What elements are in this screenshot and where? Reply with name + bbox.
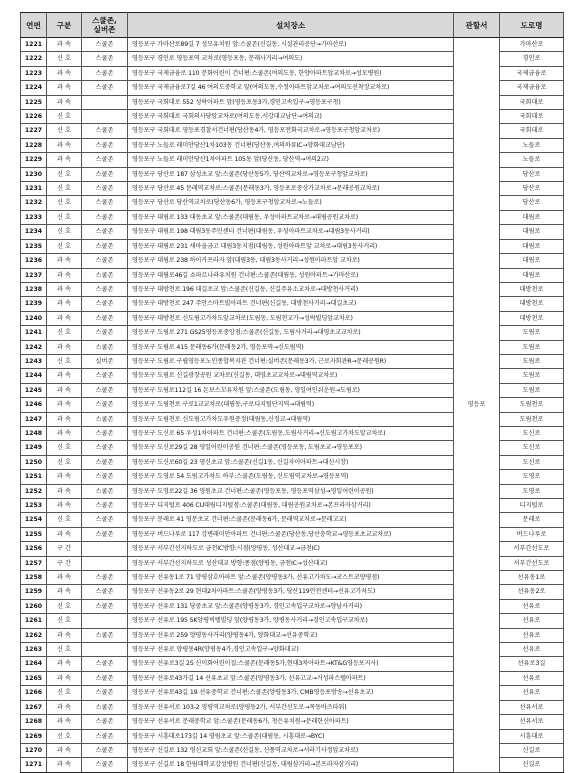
cell-road: 도신로	[500, 441, 564, 455]
cell-serial: 1251	[21, 470, 47, 484]
cell-serial: 1242	[21, 340, 47, 354]
cell-location: 영등포구 도신로29길 28 영일어린이공원 건너편:스쿨존(영등포동, 도림초교→영등포로)	[128, 441, 454, 455]
cell-serial: 1244	[21, 369, 47, 383]
cell-serial: 1226	[21, 110, 47, 124]
cell-location: 영등포구 선유로 259 양평동사거리(양평동4가, 양화대교→선유중학교)	[128, 628, 454, 642]
header-type: 구분	[47, 13, 82, 38]
cell-type: 과 속	[47, 369, 82, 383]
cell-road: 대림로	[500, 268, 564, 282]
cell-location: 영등포구 국회대로 552 성락아파트 앞(영등포동3가,경인고속입구→영등포구청)	[128, 95, 454, 109]
cell-zone: 스쿨존	[82, 571, 128, 585]
cell-road: 노들로	[500, 153, 564, 167]
cell-location: 영등포구 국회대로 영등포경찰서건너편(당산동4가, 영등포전화국교차로→영등포구청앞교차로)	[128, 124, 454, 138]
cell-location: 영등포구 선유로 195 SK양평빅텔빌딩 앞(양평동3가, 양평동사거리→경인고속입구교차로)	[128, 614, 454, 628]
cell-location: 영등포구 도림로 구립영등포노인종합복지관 건너편:실버존(문래동3가, 근로자회관R→문래공원R)	[128, 354, 454, 368]
cell-serial: 1249	[21, 441, 47, 455]
cell-zone: 스쿨존	[82, 628, 128, 642]
cell-location: 영등포구 도림천로 신도림고가차도우원중정(대림동,신정교→대림역)	[128, 412, 454, 426]
cell-location: 영등포구 도림로 415 문래동6가(문래동2가, 영등포역→신도림역)	[128, 340, 454, 354]
cell-road: 국회대로	[500, 110, 564, 124]
cell-zone: 스쿨존	[82, 585, 128, 599]
cell-type: 과 속	[47, 311, 82, 325]
cell-zone: 스쿨존	[82, 311, 128, 325]
cell-road: 국제금융로	[500, 66, 564, 80]
cell-zone: 스쿨존	[82, 758, 128, 772]
cell-road: 선유로	[500, 614, 564, 628]
cell-location: 영등포구 서부간선지하도로 금천IC방향:시점(양평동, 성산대교→금천IC)	[128, 542, 454, 556]
cell-road: 도림천로	[500, 398, 564, 412]
cell-zone: 스쿨존	[82, 66, 128, 80]
cell-road: 대림로	[500, 254, 564, 268]
cell-serial: 1247	[21, 412, 47, 426]
cell-type: 과 속	[47, 268, 82, 282]
cell-serial: 1237	[21, 268, 47, 282]
cell-road: 선유로3길	[500, 657, 564, 671]
cell-location: 영등포구 버드나루로 117 강변래미안아파트 건너편:스쿨존(당산동,당산충학교→영등포초교교차로)	[128, 527, 454, 541]
cell-type: 과 속	[47, 571, 82, 585]
cell-road: 도림로	[500, 383, 564, 397]
cell-road: 선유로	[500, 686, 564, 700]
cell-location: 영등포구 선유로3길 25 신이화어린이집:스쿨존(문래동5가,현대3차아파트→KT&G영등포지사)	[128, 657, 454, 671]
cell-serial: 1236	[21, 254, 47, 268]
cell-type: 과 속	[47, 743, 82, 757]
cell-zone: 스쿨존	[82, 527, 128, 541]
cell-type: 과 속	[47, 254, 82, 268]
cell-road: 선유로	[500, 599, 564, 613]
cell-zone: 스쿨존	[82, 412, 128, 426]
header-road: 도로명	[500, 13, 564, 38]
cell-zone	[82, 643, 128, 657]
cell-serial: 1271	[21, 758, 47, 772]
cell-location: 영등포구 선유로 양평동4R(양평동4가,경인고속입구→양화대교)	[128, 643, 454, 657]
cell-serial: 1269	[21, 729, 47, 743]
cell-road: 도영로	[500, 484, 564, 498]
cell-zone: 스쿨존	[82, 671, 128, 685]
cell-location: 영등포구 경인로 영등포역 교차로(영등포동, 문래사거리→여의도)	[128, 52, 454, 66]
cell-type: 신 호	[47, 326, 82, 340]
cell-serial: 1243	[21, 354, 47, 368]
cell-location: 영등포구 선유서로 103-2 영평역교차로(양평동2가, 서부간선도로→목동바즈타워)	[128, 700, 454, 714]
cell-zone: 스쿨존	[82, 340, 128, 354]
cell-road: 도림로	[500, 354, 564, 368]
cell-location: 영등포구 선유동2로 29 현대2차아파트:스쿨존(양평동3가, 당산119안전센터→선유고가차도)	[128, 585, 454, 599]
cell-type: 신 호	[47, 124, 82, 138]
cell-location: 영등포구 선유로43길 19 선유중학교 건너편:스쿨존(양평동3가, CMB영등포방송→선유초교)	[128, 686, 454, 700]
cell-type: 신 호	[47, 52, 82, 66]
cell-serial: 1265	[21, 671, 47, 685]
cell-serial: 1224	[21, 81, 47, 95]
cell-location: 영등포구 대방천로 247 주안스마트빌아파트 건너편(신길동, 대방천사거리→대길초교)	[128, 297, 454, 311]
cell-road: 국제금융로	[500, 81, 564, 95]
cell-road: 도신로	[500, 455, 564, 469]
cell-type: 과 속	[47, 153, 82, 167]
header-office: 관할서	[454, 13, 500, 38]
cell-serial: 1232	[21, 196, 47, 210]
cell-type: 구 간	[47, 542, 82, 556]
cell-serial: 1221	[21, 38, 47, 52]
cell-location: 영등포구 대림로46길 쇼파르나라유치원 건너편:스쿨존(대림동, 성원아파트→가마산로)	[128, 268, 454, 282]
cell-road: 대방천로	[500, 297, 564, 311]
cell-serial: 1261	[21, 614, 47, 628]
cell-serial: 1246	[21, 398, 47, 412]
cell-type: 과 속	[47, 398, 82, 412]
cell-type: 과 속	[47, 412, 82, 426]
cell-serial: 1245	[21, 383, 47, 397]
cell-road: 당산로	[500, 182, 564, 196]
cell-road: 도림로	[500, 340, 564, 354]
cell-location: 영등포구 도림천로 구로1교교차로(대림동,구로디지털단지역→대림역)	[128, 398, 454, 412]
cell-type: 신 호	[47, 196, 82, 210]
cell-zone: 스쿨존	[82, 743, 128, 757]
cell-type: 신 호	[47, 513, 82, 527]
cell-road: 국회대로	[500, 95, 564, 109]
cell-type: 과 속	[47, 700, 82, 714]
cell-road: 문래로	[500, 513, 564, 527]
cell-type: 신 호	[47, 643, 82, 657]
cell-zone: 실버존	[82, 354, 128, 368]
cell-zone: 스쿨존	[82, 455, 128, 469]
cell-zone: 스쿨존	[82, 297, 128, 311]
cell-road: 도영로	[500, 470, 564, 484]
cell-type: 신 호	[47, 210, 82, 224]
cell-zone: 스쿨존	[82, 254, 128, 268]
cell-zone: 스쿨존	[82, 513, 128, 527]
cell-location: 영등포구 도영로 54 도림고가차도 하부:스쿨존(도림동, 신도림역교차로→영등포역)	[128, 470, 454, 484]
cell-serial: 1257	[21, 556, 47, 570]
cell-location: 영등포구 당산로 187 삼성초교 앞:스쿨존(당산동5가, 당산역교차로→영등포구청앞교차로)	[128, 167, 454, 181]
cell-zone: 스쿨존	[82, 484, 128, 498]
cell-zone: 스쿨존	[82, 52, 128, 66]
cell-zone: 스쿨존	[82, 326, 128, 340]
cell-serial: 1266	[21, 686, 47, 700]
cell-type: 과 속	[47, 657, 82, 671]
cell-serial: 1254	[21, 513, 47, 527]
cell-road: 서부간선도로	[500, 556, 564, 570]
cell-road: 가마산로	[500, 38, 564, 52]
cell-road: 대림로	[500, 210, 564, 224]
cell-zone: 스쿨존	[82, 426, 128, 440]
cell-location: 영등포구 도신로60길 23 영신초교 앞:스쿨존(신길1동, 신길자이아파트→대신시장)	[128, 455, 454, 469]
cell-location: 영등포구 당산로 45 문래역교차로:스쿨존(문래동3가, 영등포로중상가교차로→문래공원교차로)	[128, 182, 454, 196]
cell-location: 영등포구 도영로22길 36 영원초교 건너편:스쿨존(영등포동, 영등포역삼성→영일어린이공원)	[128, 484, 454, 498]
cell-road: 노들로	[500, 138, 564, 152]
cell-road: 대림로	[500, 225, 564, 239]
cell-zone: 스쿨존	[82, 441, 128, 455]
enforcement-camera-table	[20, 12, 564, 773]
cell-location: 영등포구 대림로 238 하이카프라자 앞(대림3동, 대림3동사거리→성원아파트앞 교차로)	[128, 254, 454, 268]
cell-road: 신길로	[500, 743, 564, 757]
cell-road: 도림로	[500, 326, 564, 340]
cell-road: 국회대로	[500, 124, 564, 138]
cell-road: 서부간선도로	[500, 542, 564, 556]
cell-type: 신 호	[47, 167, 82, 181]
cell-location: 영등포구 신길로 132 영신교회 앞:스쿨존(신길동, 신풍역교차로→서라기사정앞교차로)	[128, 743, 454, 757]
cell-zone: 스쿨존	[82, 81, 128, 95]
cell-location: 영등포구 가마산로89길 7 성모유치원 앞:스쿨존(신길동, 시설관리공단→가마산로)	[128, 38, 454, 52]
cell-type: 과 속	[47, 671, 82, 685]
cell-serial: 1222	[21, 52, 47, 66]
cell-serial: 1252	[21, 484, 47, 498]
cell-type: 과 속	[47, 340, 82, 354]
cell-serial: 1227	[21, 124, 47, 138]
cell-serial: 1260	[21, 599, 47, 613]
cell-location: 영등포구 신길로 18 한림대학교강성병원 건너편(신길동, 대림삼거리→본프라자삼거리)	[128, 758, 454, 772]
cell-road: 디지털로	[500, 499, 564, 513]
cell-serial: 1223	[21, 66, 47, 80]
cell-location: 영등포구 도신로 65 우성1차아파트 건너편:스쿨존(도림동,도림사거리→신도림고가차도앞교차로)	[128, 426, 454, 440]
cell-location: 영등포구 당산로 당산역교차로(당산동6가, 영등포구청앞교차로→노들로)	[128, 196, 454, 210]
cell-road: 선유동2로	[500, 585, 564, 599]
cell-road: 선유로	[500, 671, 564, 685]
cell-road: 대방천로	[500, 311, 564, 325]
cell-serial: 1230	[21, 167, 47, 181]
cell-location: 영등포구 대방천로 196 대길초교 앞:스쿨존(신길동, 신길주유소교차로→대방천사거리)	[128, 282, 454, 296]
cell-zone: 스쿨존	[82, 225, 128, 239]
header-zone: 스쿨존, 실버존	[82, 13, 128, 38]
cell-type: 과 속	[47, 297, 82, 311]
cell-location: 영등포구 대림로 231 새마을금고 대림3동지점(대림동, 성원아파트앞 교차로→대림3동사거리)	[128, 239, 454, 253]
cell-serial: 1263	[21, 643, 47, 657]
cell-zone: 스쿨존	[82, 239, 128, 253]
cell-type: 과 속	[47, 758, 82, 772]
cell-type: 신 호	[47, 225, 82, 239]
cell-type: 신 호	[47, 441, 82, 455]
cell-zone: 스쿨존	[82, 729, 128, 743]
cell-road: 선유로	[500, 628, 564, 642]
cell-type: 신 호	[47, 455, 82, 469]
cell-type: 과 속	[47, 527, 82, 541]
cell-serial: 1238	[21, 282, 47, 296]
cell-type: 구 간	[47, 556, 82, 570]
cell-zone: 스쿨존	[82, 196, 128, 210]
cell-zone: 스쿨존	[82, 686, 128, 700]
cell-type: 신 호	[47, 729, 82, 743]
cell-road: 버드나루로	[500, 527, 564, 541]
cell-serial: 1241	[21, 326, 47, 340]
cell-location: 영등포구 도림로 신길광장공원 교차로(신길동, 대영초교교차로→대림역교차로)	[128, 369, 454, 383]
cell-serial: 1270	[21, 743, 47, 757]
cell-location: 영등포구 노들로 래미안당산1차아파트 105동 앞(당산동, 당산역→여의2교)	[128, 153, 454, 167]
cell-location: 영등포구 선유동1로 71 양평삼호아파트 앞:스쿨존(양평동3가, 선유고가차도→코스트코양평점)	[128, 571, 454, 585]
cell-zone: 스쿨존	[82, 282, 128, 296]
cell-zone: 스쿨존	[82, 38, 128, 52]
cell-road: 선유로	[500, 643, 564, 657]
cell-zone: 스쿨존	[82, 398, 128, 412]
cell-type: 과 속	[47, 95, 82, 109]
cell-type: 신 호	[47, 110, 82, 124]
cell-office: 영등포	[454, 38, 500, 773]
cell-zone: 스쿨존	[82, 210, 128, 224]
cell-road: 도신로	[500, 426, 564, 440]
cell-zone: 스쿨존	[82, 599, 128, 613]
cell-serial: 1267	[21, 700, 47, 714]
cell-type: 신 호	[47, 599, 82, 613]
cell-type: 신 호	[47, 614, 82, 628]
cell-serial: 1264	[21, 657, 47, 671]
cell-zone: 스쿨존	[82, 657, 128, 671]
cell-zone	[82, 110, 128, 124]
cell-type: 과 속	[47, 38, 82, 52]
cell-serial: 1248	[21, 426, 47, 440]
cell-type: 과 속	[47, 499, 82, 513]
cell-location: 영등포구 국제금융로7길 46 여의도중학교 앞(여의도동,수정아파트앞교차로→여의도선착장교차로)	[128, 81, 454, 95]
cell-type: 신 호	[47, 239, 82, 253]
cell-location: 영등포구 국회대로 국회의사당앞교차로(여의도동,서강대교남단→여의교)	[128, 110, 454, 124]
cell-zone: 스쿨존	[82, 700, 128, 714]
cell-type: 신 호	[47, 182, 82, 196]
cell-serial: 1250	[21, 455, 47, 469]
cell-location: 영등포구 도림로112길 16 돈보스꼬유치원 앞:스쿨존(도림동, 영일여인쉬운원→도림로)	[128, 383, 454, 397]
cell-location: 영등포구 국제금융로 110 문화어린이 건너편:스쿨존(여의도동, 한양아파트앞교차로→성모병원)	[128, 66, 454, 80]
cell-serial: 1259	[21, 585, 47, 599]
cell-road: 시흥대로	[500, 729, 564, 743]
cell-type: 과 속	[47, 81, 82, 95]
header-serial: 연번	[21, 13, 47, 38]
cell-serial: 1255	[21, 527, 47, 541]
cell-type: 과 속	[47, 383, 82, 397]
cell-zone	[82, 614, 128, 628]
cell-zone: 스쿨존	[82, 182, 128, 196]
cell-road: 신길로	[500, 758, 564, 772]
cell-location: 영등포구 대림로 198 대림3동주민센터 건너편(대림동, 우성아파트교차로→대림3동사거리)	[128, 225, 454, 239]
cell-type: 과 속	[47, 628, 82, 642]
cell-location: 영등포구 문래로 41 영문초교 건너편:스쿨존(문래동6가, 문래역교차로→문래고교)	[128, 513, 454, 527]
cell-zone: 스쿨존	[82, 470, 128, 484]
cell-serial: 1262	[21, 628, 47, 642]
table-header-row	[21, 13, 564, 38]
cell-road: 대림로	[500, 239, 564, 253]
cell-location: 영등포구 노들로 래미안당산1차103동 건너편(당산동,여의하류IC→양화대교남단)	[128, 138, 454, 152]
cell-zone: 스쿨존	[82, 153, 128, 167]
cell-location: 영등포구 서부간선지하도로 성산대교 방향:종점(양평동, 금천IC→성산대교)	[128, 556, 454, 570]
cell-location: 영등포구 선유서로 문래중학교 앞:스쿨존(문래동6가, 청은유치원→문래한신아파트)	[128, 715, 454, 729]
cell-type: 과 속	[47, 470, 82, 484]
cell-road: 대방천로	[500, 282, 564, 296]
cell-location: 영등포구 디지털로 406 CU대림디지털점:스쿨존(대림동, 대림공원교차로→본프라자삼거리)	[128, 499, 454, 513]
cell-zone: 스쿨존	[82, 167, 128, 181]
cell-zone	[82, 542, 128, 556]
cell-type: 과 속	[47, 426, 82, 440]
cell-road: 도림천로	[500, 412, 564, 426]
cell-serial: 1256	[21, 542, 47, 556]
cell-zone: 스쿨존	[82, 138, 128, 152]
cell-zone	[82, 95, 128, 109]
cell-zone	[82, 556, 128, 570]
cell-zone: 스쿨존	[82, 124, 128, 138]
cell-serial: 1239	[21, 297, 47, 311]
cell-road: 선유서로	[500, 715, 564, 729]
cell-serial: 1225	[21, 95, 47, 109]
cell-serial: 1233	[21, 210, 47, 224]
header-location: 설치장소	[128, 13, 454, 38]
cell-road: 도림로	[500, 369, 564, 383]
cell-type: 과 속	[47, 138, 82, 152]
cell-road: 선유서로	[500, 700, 564, 714]
cell-serial: 1240	[21, 311, 47, 325]
cell-serial: 1235	[21, 239, 47, 253]
cell-serial: 1253	[21, 499, 47, 513]
cell-type: 과 속	[47, 282, 82, 296]
cell-type: 과 속	[47, 585, 82, 599]
cell-road: 경인로	[500, 52, 564, 66]
cell-location: 영등포구 선유로 131 당중초교 앞:스쿨존(양평동3가, 경인고속입구교차로→양남사거리)	[128, 599, 454, 613]
cell-location: 영등포구 대방천로 신도림고가차도앞교차로(도림동, 도림천교가→성락빌딩앞교차로)	[128, 311, 454, 325]
cell-type: 신 호	[47, 354, 82, 368]
cell-zone: 스쿨존	[82, 369, 128, 383]
cell-serial: 1231	[21, 182, 47, 196]
document-page	[20, 12, 563, 773]
cell-type: 과 속	[47, 66, 82, 80]
cell-zone: 스쿨존	[82, 383, 128, 397]
cell-road: 당산로	[500, 196, 564, 210]
cell-zone: 스쿨존	[82, 268, 128, 282]
cell-zone: 스쿨존	[82, 715, 128, 729]
cell-location: 영등포구 대림로 133 대동초교 앞:스쿨존(대림동, 우성아파트교차로→대림공원교차로)	[128, 210, 454, 224]
cell-serial: 1228	[21, 138, 47, 152]
cell-serial: 1268	[21, 715, 47, 729]
cell-location: 영등포구 도림로 271 GS25영등포중앙점:스쿨존(신길동, 도림사거리→대영초교교차로)	[128, 326, 454, 340]
cell-road: 선유동1로	[500, 571, 564, 585]
table-row	[21, 38, 564, 52]
cell-location: 영등포구 시흥대로173길 14 영림초교 앞:스쿨존(대림동, 시흥대로→BYC)	[128, 729, 454, 743]
cell-location: 영등포구 선유로43가길 14 선유초교 앞:스쿨존(양평동3가, 선유고교→거성파스텔아파트)	[128, 671, 454, 685]
cell-serial: 1258	[21, 571, 47, 585]
cell-road: 당산로	[500, 167, 564, 181]
cell-zone: 스쿨존	[82, 499, 128, 513]
cell-serial: 1234	[21, 225, 47, 239]
cell-type: 신 호	[47, 686, 82, 700]
cell-type: 과 속	[47, 715, 82, 729]
cell-serial: 1229	[21, 153, 47, 167]
cell-type: 과 속	[47, 484, 82, 498]
